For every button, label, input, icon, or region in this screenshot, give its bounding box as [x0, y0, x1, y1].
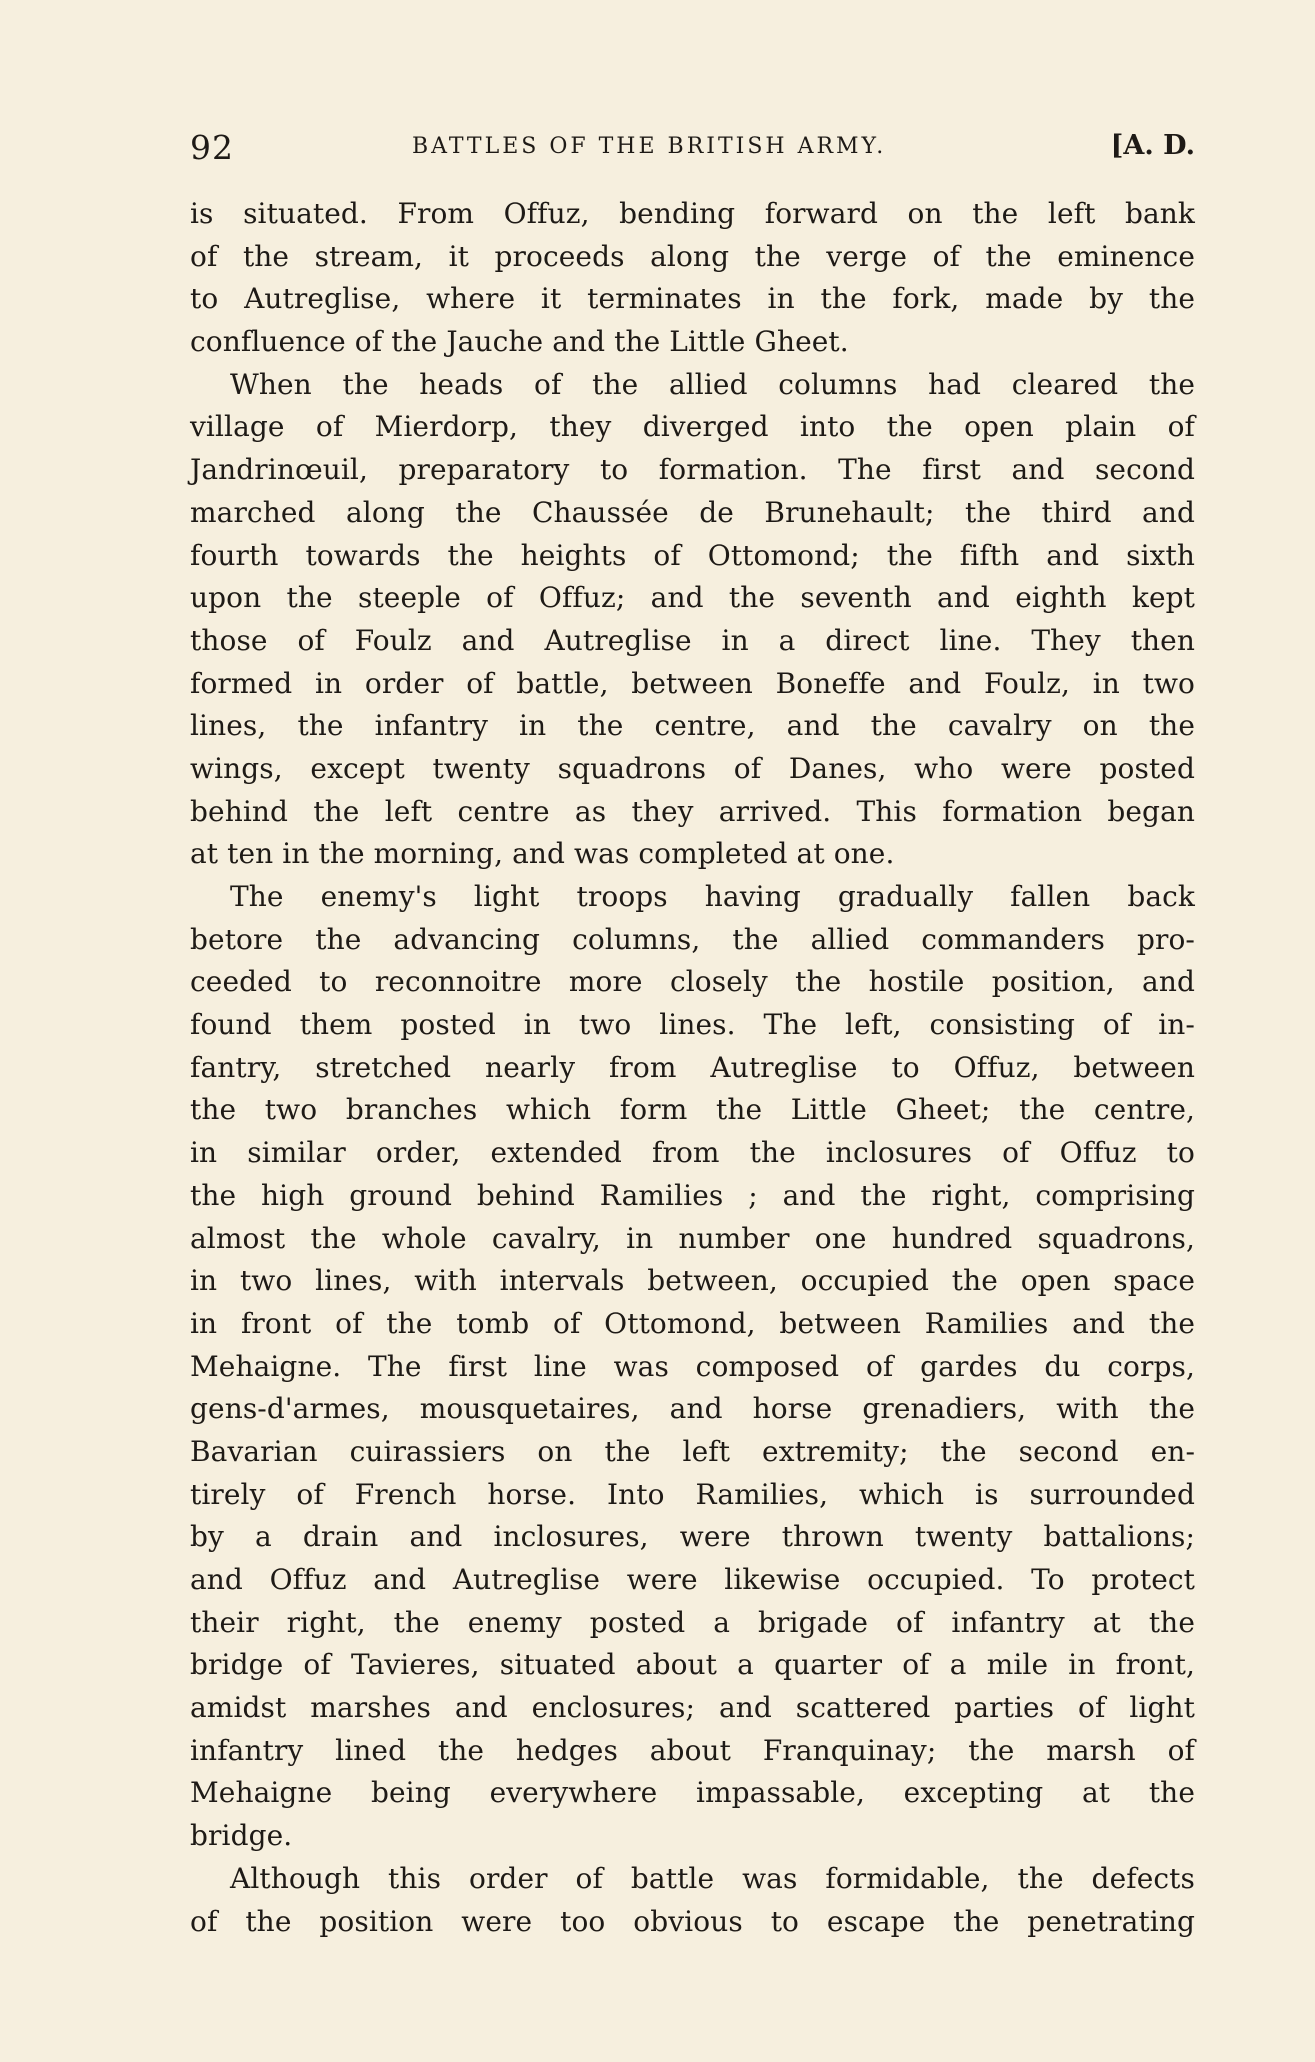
text-line: When the heads of the allied columns had cleared the: [230, 367, 1195, 401]
text-line: infantry lined the hedges about Franquinay; the marsh of: [190, 1733, 1195, 1767]
running-head: [190, 128, 1195, 168]
text-line: betore the advancing columns, the allied commanders pro-: [190, 922, 1195, 956]
text-line: by a drain and inclosures, were thrown twenty battalions;: [190, 1520, 1195, 1554]
text-line: the two branches which form the Little Gheet; the centre,: [190, 1093, 1195, 1127]
text-line: marched along the Chaussée de Brunehault; the third and: [190, 495, 1195, 529]
text-line: Mehaigne being everywhere impassable, excepting at the: [190, 1776, 1195, 1810]
text-line: to Autreglise, where it terminates in the fork, made by the: [190, 282, 1195, 316]
text-line: almost the whole cavalry, in number one hundred squadrons,: [190, 1221, 1195, 1255]
text-line: upon the steeple of Offuz; and the seventh and eighth kept: [190, 581, 1195, 615]
text-line: bridge.: [190, 1819, 293, 1853]
running-title: BATTLES OF THE BRITISH ARMY.: [412, 134, 887, 159]
text-line: of the stream, it proceeds along the verge of the eminence: [190, 239, 1195, 273]
body-text: [190, 193, 1195, 1943]
text-line: amidst marshes and enclosures; and scattered parties of light: [190, 1691, 1195, 1725]
text-line: Mehaigne. The first line was composed of gardes du corps,: [190, 1349, 1195, 1383]
text-line: formed in order of battle, between Boneffe and Foulz, in two: [190, 666, 1195, 700]
text-line: and Offuz and Autreglise were likewise occupied. To protect: [190, 1563, 1195, 1596]
text-line: is situated. From Offuz, bending forward on the left bank: [190, 197, 1195, 230]
text-line: The enemy's light troops having gradually fallen back: [230, 880, 1195, 913]
text-line: gens-d'armes, mousquetaires, and horse grenadiers, with the: [190, 1392, 1195, 1426]
text-line: tirely of French horse. Into Ramilies, which is surrounded: [190, 1477, 1195, 1511]
text-line: Although this order of battle was formidable, the defects: [230, 1861, 1195, 1895]
text-line: Jandrinœuil, preparatory to formation. The first and second: [190, 453, 1195, 487]
text-line: those of Foulz and Autreglise in a direct line. They then: [190, 623, 1195, 657]
text-line: bridge of Tavieres, situated about a quarter of a mile in front,: [190, 1648, 1195, 1682]
text-line: behind the left centre as they arrived. This formation began: [190, 794, 1195, 828]
text-line: wings, except twenty squadrons of Danes, who were posted: [190, 751, 1195, 785]
text-line: Bavarian cuirassiers on the left extremity; the second en-: [190, 1434, 1195, 1468]
era-marker: [A. D.: [1110, 130, 1195, 161]
text-line: their right, the enemy posted a brigade of infantry at the: [190, 1605, 1195, 1639]
text-line: in two lines, with intervals between, occupied the open space: [190, 1264, 1195, 1298]
text-line: in similar order, extended from the inclosures of Offuz to: [190, 1136, 1195, 1170]
text-line: at ten in the morning, and was completed at one.: [190, 837, 895, 871]
text-line: of the position were too obvious to escape the penetrating: [190, 1904, 1195, 1938]
text-line: confluence of the Jauche and the Little Gheet.: [190, 325, 849, 359]
text-line: ceeded to reconnoitre more closely the hostile position, and: [190, 965, 1195, 999]
text-line: found them posted in two lines. The left, consisting of in-: [190, 1008, 1195, 1042]
page-number: 92: [190, 128, 234, 167]
text-line: village of Mierdorp, they diverged into the open plain of: [190, 410, 1195, 444]
text-line: lines, the infantry in the centre, and the cavalry on the: [190, 709, 1195, 743]
text-line: in front of the tomb of Ottomond, between Ramilies and the: [190, 1306, 1195, 1340]
text-line: the high ground behind Ramilies ; and the right, comprising: [190, 1178, 1195, 1212]
text-line: fourth towards the heights of Ottomond; the fifth and sixth: [190, 538, 1195, 572]
text-line: fantry, stretched nearly from Autreglise to Offuz, between: [190, 1050, 1195, 1084]
